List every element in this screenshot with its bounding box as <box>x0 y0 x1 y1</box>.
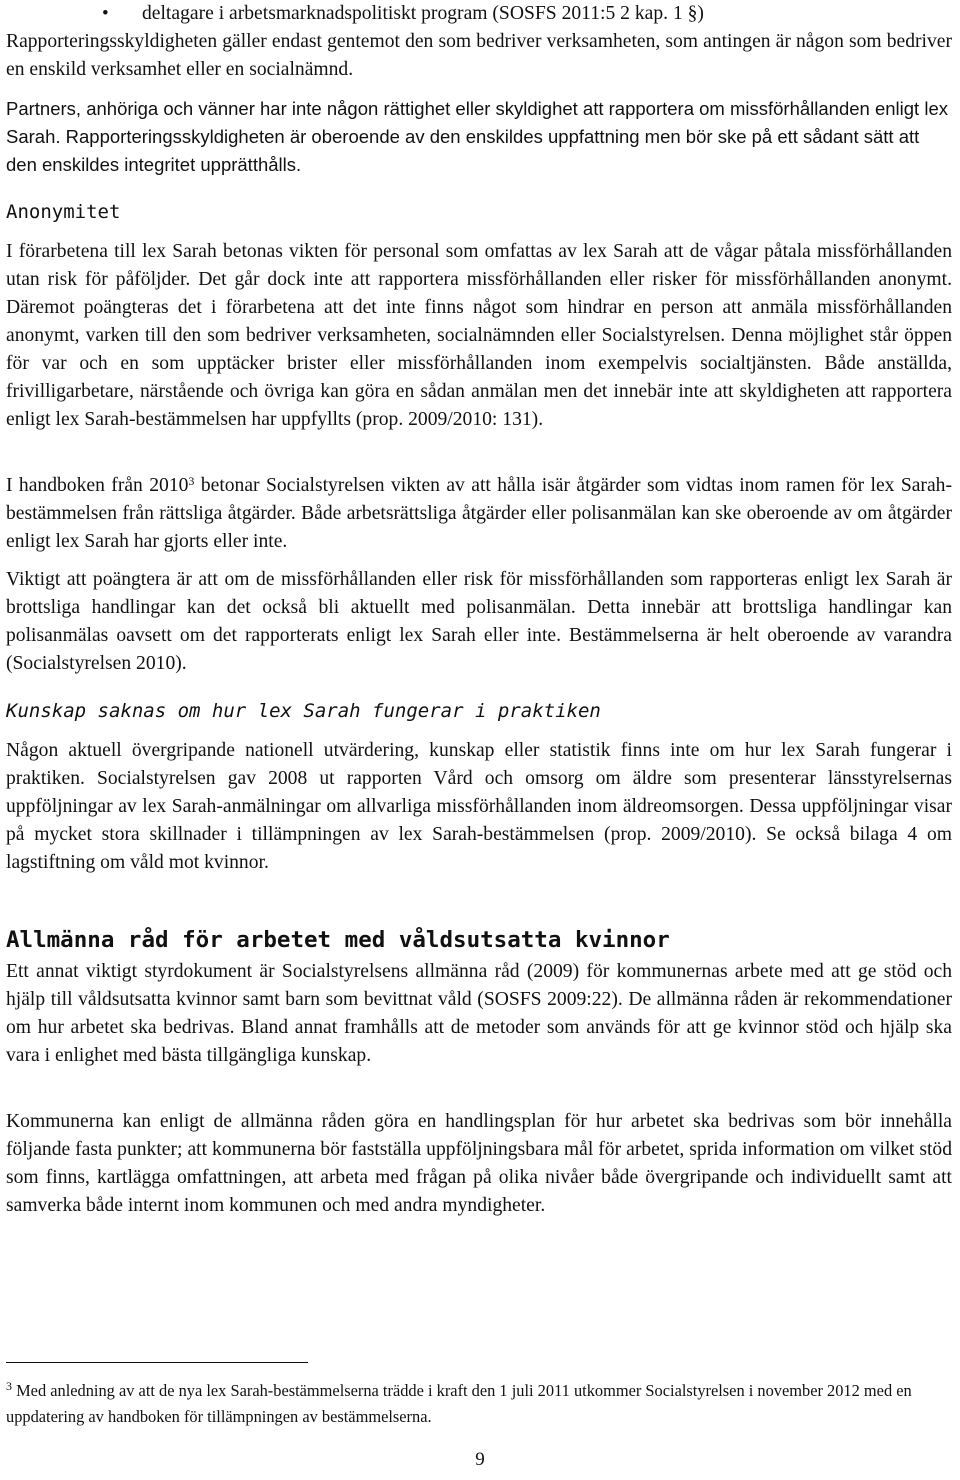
paragraph-kunskap: Någon aktuell övergripande nationell utvärdering, kunskap eller statistik finns inte om hur lex Sarah fungerar i praktiken. Socialstyrelsen gav 2008 ut rapporten Vård och omsorg om äldre som presenterar länsstyrelsernas uppföljningar av lex Sarah-anmälningar om allvarliga missförhållanden inom äldreomsorgen. Dessa uppföljningar visar på mycket stora skillnader i tillämpningen av lex Sarah-bestämmelsen (prop. 2009/2010). Se också bilaga 4 om lagstiftning om våld mot kvinnor. <box>6 740 952 873</box>
paragraph-partners <box>6 95 952 179</box>
footnote-separator <box>6 1362 308 1363</box>
partners-continuation: Rapporteringsskyldigheten är oberoende av den enskildes uppfattning men bör ske på ett sådant sätt att den enskildes integritet upprätthålls. <box>6 126 920 175</box>
handbok-text-start: I handboken från 2010 <box>6 475 189 496</box>
paragraph-anonymitet: I förarbetena till lex Sarah betonas vikten för personal som omfattas av lex Sarah att de vågar påtala missförhållanden utan risk för påföljder. Det går dock inte att rapportera missförhållanden eller risker för missförhållanden anonymt. Däremot poängteras det i förarbetena att det inte finns något som hindrar en person att anmäla missförhållanden anonymt, varken till den som bedriver verksamheten, socialnämnden eller Socialstyrelsen. Denna möjlighet står öppen för var och en som upptäcker brister eller missförhållanden inom exempelvis socialtjänsten. Både anställda, frivilligarbetare, närstående och övriga kan göra en sådan anmälan men det innebär inte att skyldigheten att rapportera enligt lex Sarah-bestämmelsen har uppfyllts (prop. 2009/2010: 131). <box>6 241 952 430</box>
footnote <box>6 1378 952 1430</box>
bullet-text: deltagare i arbetsmarknadspolitiskt program (SOSFS 2011:5 2 kap. 1 §) <box>142 3 704 24</box>
paragraph-reporting: Rapporteringsskyldigheten gäller endast gentemot den som bedriver verksamheten, som antingen är någon som bedriver en enskild verksamhet eller en socialnämnd. <box>6 31 952 80</box>
handbok-text-end: betonar Socialstyrelsen vikten av att hålla isär åtgärder som vidtas inom ramen för lex Sarah-bestämmelsen från rättsliga åtgärder. Både arbetsrättsliga åtgärder eller polisanmälan kan ske oberoende av om åtgärder enligt lex Sarah har gjorts eller inte. <box>6 475 952 552</box>
paragraph-kommunerna: Kommunerna kan enligt de allmänna råden göra en handlingsplan för hur arbetet ska bedrivas som bör innehålla följande fasta punkter; att kommunerna bör fastställa uppföljningsbara mål för arbetet, sprida information om vilket stöd som finns, kartlägga omfattningen, att arbeta med frågan på olika nivåer både övergripande och individuellt samt att samverka både internt inom kommunen och med andra myndigheter. <box>6 1111 952 1216</box>
heading-anonymitet: Anonymitet <box>6 201 121 223</box>
page-number: 9 <box>475 1449 485 1470</box>
paragraph-viktigt: Viktigt att poängtera är att om de missförhållanden eller risk för missförhållanden som rapporteras enligt lex Sarah är brottsliga handlingar kan det också bli aktuellt med polisanmälan. Detta innebär att brottsliga handlingar kan polisanmälas oavsett om det rapporterats enligt lex Sarah eller inte. Bestämmelserna är helt oberoende av varandra (Socialstyrelsen 2010). <box>6 569 952 674</box>
footnote-ref: 3 <box>188 474 195 488</box>
footnote-number: 3 <box>6 1379 12 1393</box>
paragraph-allmanna-rad: Ett annat viktigt styrdokument är Socialstyrelsens allmänna råd (2009) för kommunernas arbete med att ge stöd och hjälp till våldsutsatta kvinnor samt barn som bevittnat våld (SOSFS 2009:22). De allmänna råden är rekommendationer om hur arbetet ska bedrivas. Bland annat framhålls att de metoder som används för att ge kvinnor stöd och hjälp ska vara i enlighet med bästa tillgängliga kunskap. <box>6 961 952 1066</box>
heading-allmanna-rad: Allmänna råd för arbetet med våldsutsatta kvinnor <box>6 927 670 953</box>
paragraph-handbok <box>6 472 952 556</box>
bullet-symbol: • <box>102 3 109 24</box>
footnote-text: Med anledning av att de nya lex Sarah-bestämmelserna trädde i kraft den 1 juli 2011 utkommer Socialstyrelsen i november 2012 med en uppdatering av handboken för tillämpningen av bestämmelserna. <box>6 1381 912 1426</box>
heading-kunskap: Kunskap saknas om hur lex Sarah fungerar i praktiken <box>6 700 601 722</box>
partners-sentence: Partners, anhöriga och vänner har inte någon rättighet eller skyldighet att rapportera om missförhållanden enligt lex Sarah. <box>6 98 948 147</box>
